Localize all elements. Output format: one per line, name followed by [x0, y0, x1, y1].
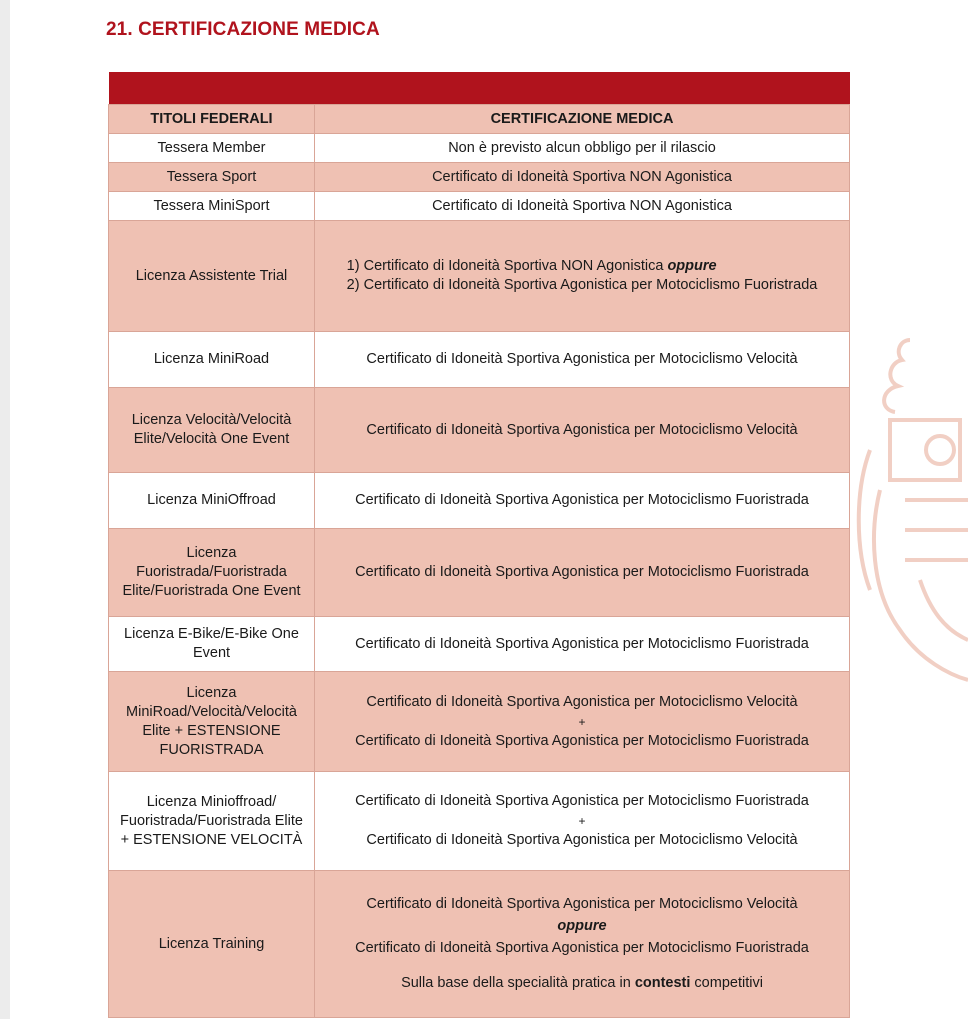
plus-connector: + [578, 714, 586, 729]
row-certification [315, 871, 850, 1018]
row-title: Licenza E-Bike/E-Bike One Event [109, 617, 315, 672]
row-certification: Non è previsto alcun obbligo per il rilascio [315, 134, 850, 163]
row-title: Licenza Assistente Trial [109, 221, 315, 332]
certification-b: Certificato di Idoneità Sportiva Agonistica per Motociclismo Velocità [366, 832, 798, 848]
certification-b: Certificato di Idoneità Sportiva Agonistica per Motociclismo Fuoristrada [355, 940, 809, 956]
row-certification: Certificato di Idoneità Sportiva Agonistica per Motociclismo Velocità [315, 332, 850, 388]
row-title: Licenza MiniRoad [109, 332, 315, 388]
certification-b: Certificato di Idoneità Sportiva Agonistica per Motociclismo Fuoristrada [355, 732, 809, 749]
column-header-certification: CERTIFICAZIONE MEDICA [315, 105, 850, 134]
certification-a: Certificato di Idoneità Sportiva Agonistica per Motociclismo Velocità [366, 693, 798, 710]
row-certification: Certificato di Idoneità Sportiva NON Agonistica [315, 192, 850, 221]
certification-a: Certificato di Idoneità Sportiva Agonistica per Motociclismo Velocità [366, 896, 798, 912]
row-certification [315, 772, 850, 871]
row-title: Licenza Velocità/Velocità Elite/Velocità One Event [109, 388, 315, 473]
table-row [109, 529, 850, 617]
table-header-band [109, 72, 850, 105]
row-title: Licenza Fuoristrada/Fuoristrada Elite/Fuoristrada One Event [109, 529, 315, 617]
table-row [109, 672, 850, 772]
plus-connector: + [578, 814, 586, 828]
row-certification: Certificato di Idoneità Sportiva Agonistica per Motociclismo Velocità [315, 388, 850, 473]
row-certification [315, 221, 850, 332]
row-title: Tessera MiniSport [109, 192, 315, 221]
emblem-watermark [850, 330, 968, 690]
table-row [109, 163, 850, 192]
column-header-titles: TITOLI FEDERALI [109, 105, 315, 134]
row-title: Tessera Member [109, 134, 315, 163]
option-1: 1) Certificato di Idoneità Sportiva NON Agonistica oppure [346, 258, 717, 274]
row-certification: Certificato di Idoneità Sportiva Agonistica per Motociclismo Fuoristrada [315, 529, 850, 617]
table-row [109, 388, 850, 473]
table-row [109, 871, 850, 1018]
table-row [109, 332, 850, 388]
option-2: 2) Certificato di Idoneità Sportiva Agonistica per Motociclismo Fuoristrada [346, 277, 818, 293]
specialty-note: Sulla base della specialità pratica in contesti competitivi [401, 975, 763, 991]
table-header-row [109, 105, 850, 134]
left-margin-bar [0, 0, 10, 1019]
row-title: Licenza MiniRoad/Velocità/Velocità Elite + ESTENSIONE FUORISTRADA [109, 672, 315, 772]
oppure-connector: oppure [667, 258, 717, 274]
table-row [109, 617, 850, 672]
row-title: Licenza Training [109, 871, 315, 1018]
row-certification: Certificato di Idoneità Sportiva Agonistica per Motociclismo Fuoristrada [315, 617, 850, 672]
row-title: Tessera Sport [109, 163, 315, 192]
table-row [109, 192, 850, 221]
row-certification [315, 672, 850, 772]
table-row [109, 772, 850, 871]
certification-options [347, 257, 818, 295]
oppure-connector: oppure [557, 918, 607, 934]
page-title: 21. CERTIFICAZIONE MEDICA [106, 19, 380, 40]
table-row [109, 134, 850, 163]
row-title: Licenza Minioffroad/ Fuoristrada/Fuoristrada Elite + ESTENSIONE VELOCITÀ [109, 772, 315, 871]
medical-certification-table [108, 72, 850, 1018]
row-certification: Certificato di Idoneità Sportiva NON Agonistica [315, 163, 850, 192]
row-certification: Certificato di Idoneità Sportiva Agonistica per Motociclismo Fuoristrada [315, 473, 850, 529]
table-row [109, 221, 850, 332]
row-title: Licenza MiniOffroad [109, 473, 315, 529]
certification-a: Certificato di Idoneità Sportiva Agonistica per Motociclismo Fuoristrada [355, 793, 809, 809]
table-row [109, 473, 850, 529]
